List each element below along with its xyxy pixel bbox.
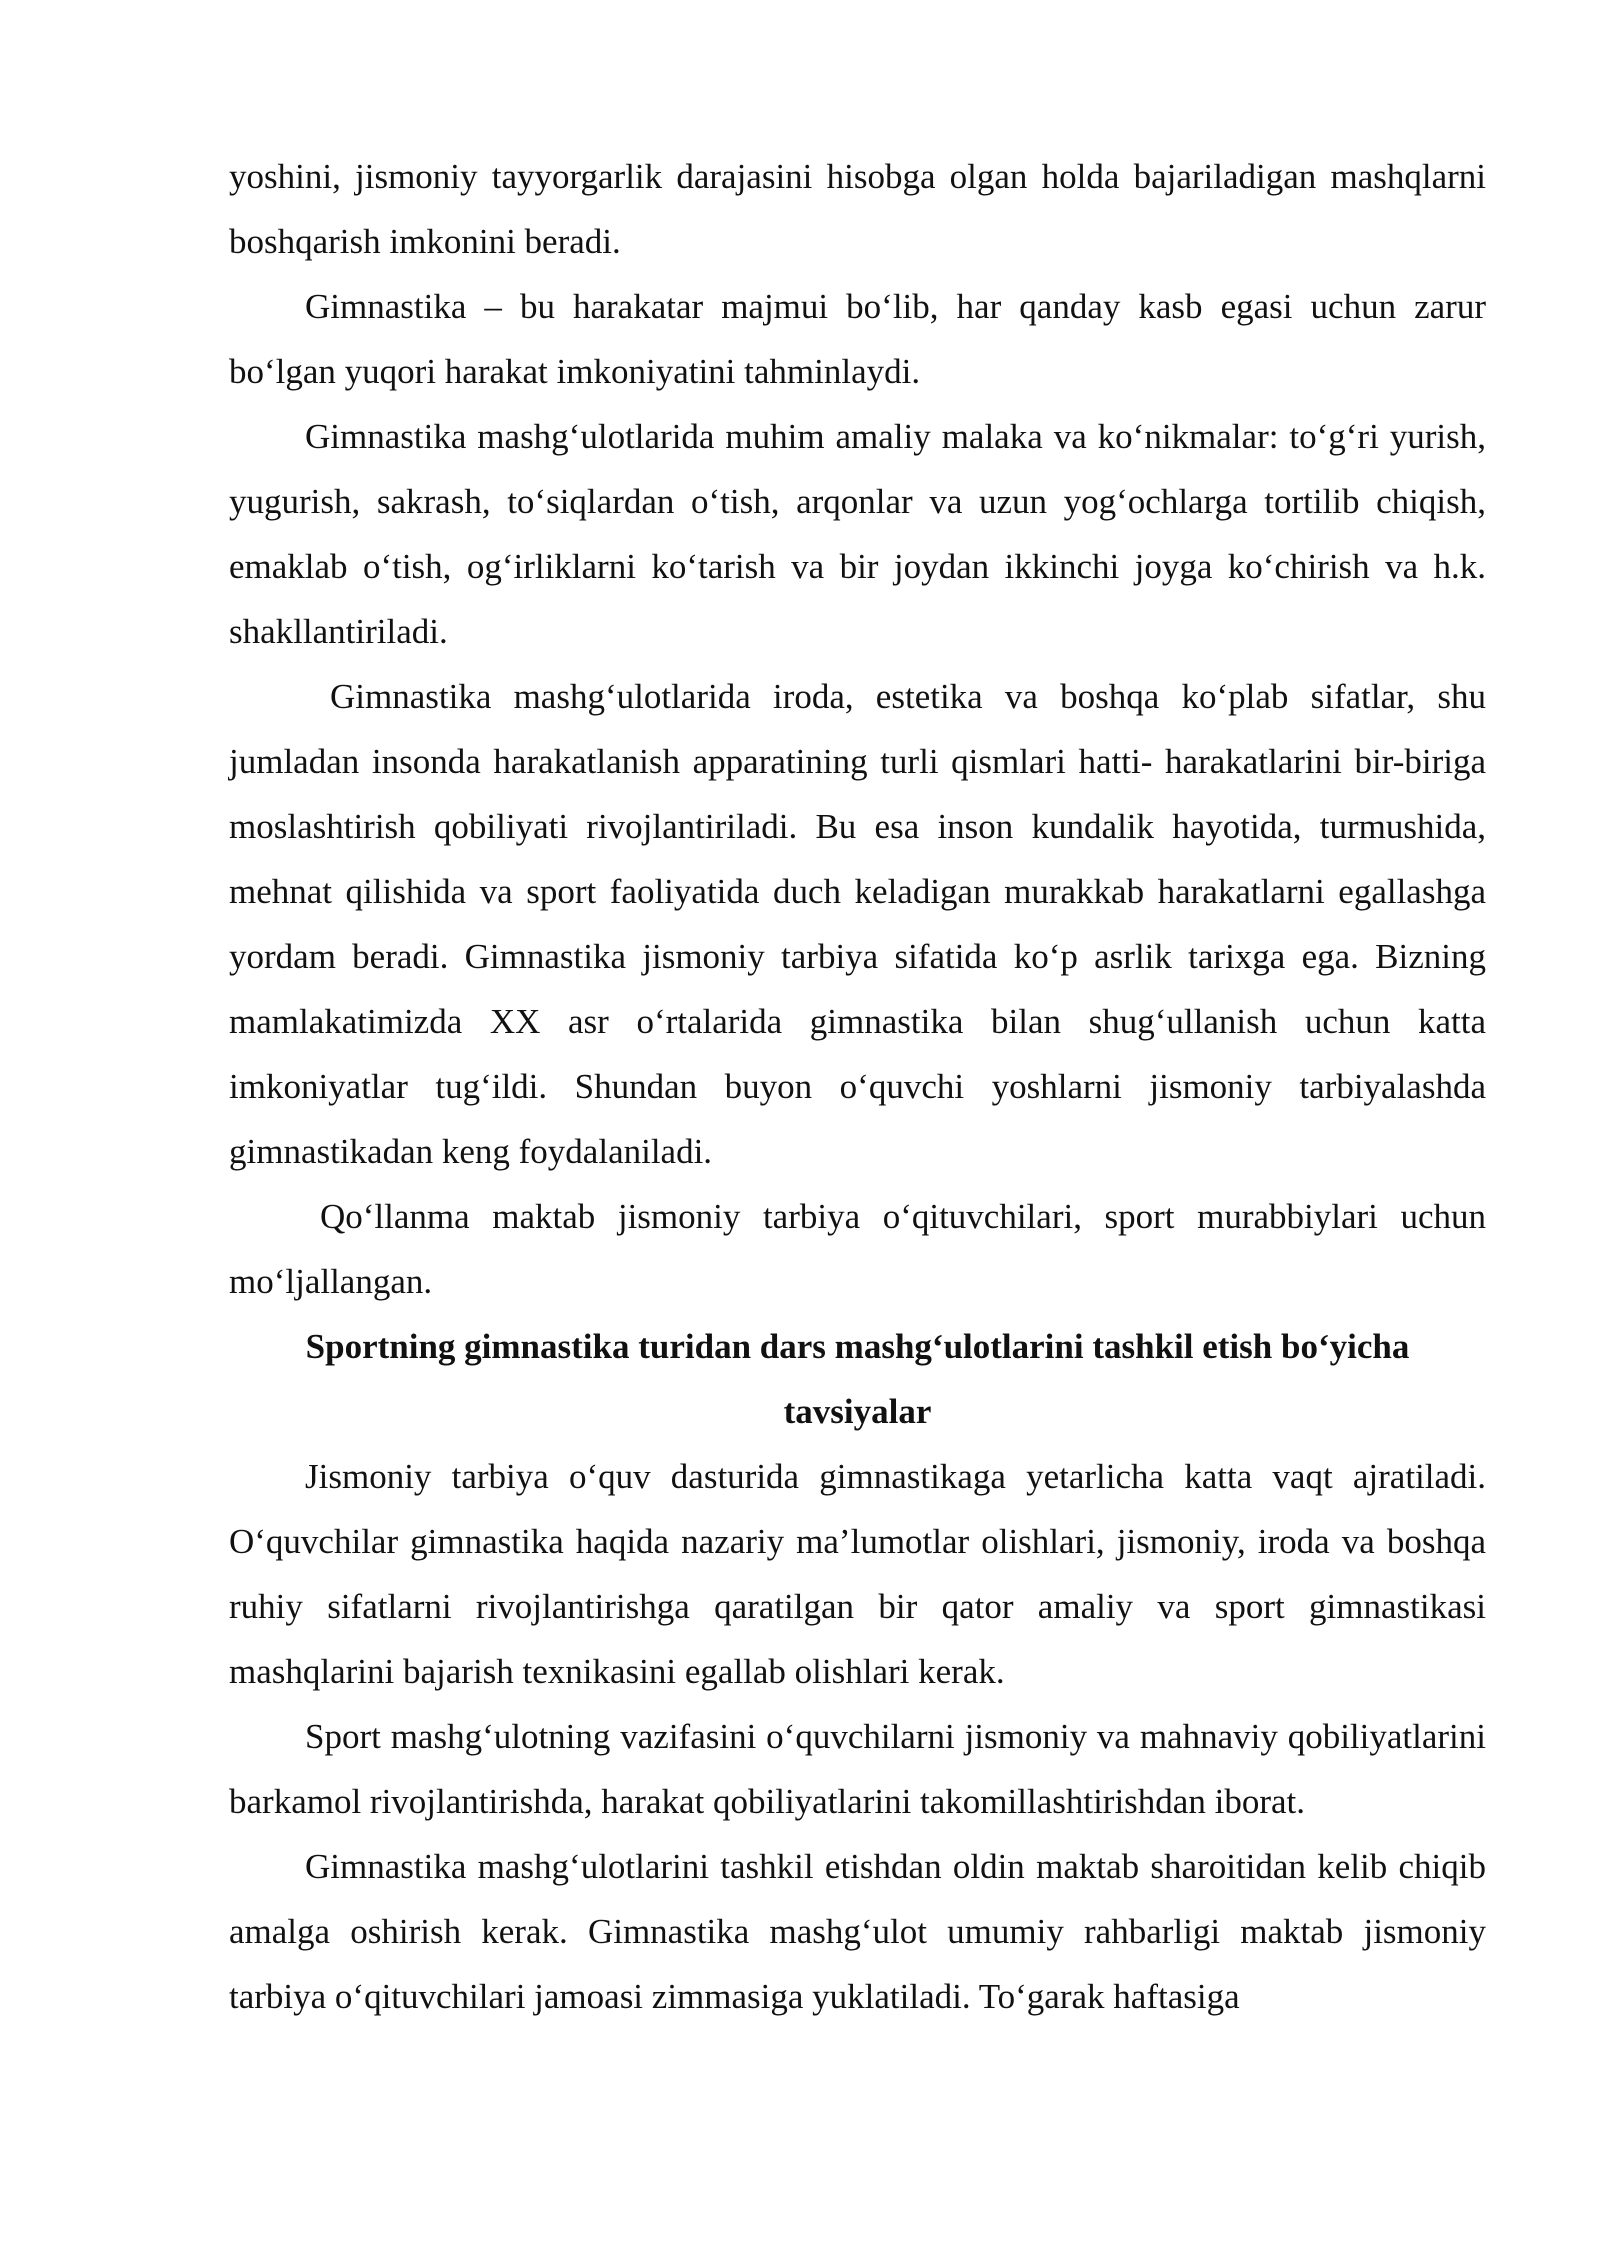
paragraph-organization: Gimnastika mashg‘ulotlarini tashkil etishdan oldin maktab sharoitidan kelib chiqib amalga oshirish kerak. Gimnastika mashg‘ulot umumiy rahbarligi maktab jismoniy tarbiya o‘qituvchilari jamoasi zimmasiga yuklatiladi. To‘garak haftasiga [229,1847,1486,2016]
paragraph-training-objective: Sport mashg‘ulotning vazifasini o‘quvchilarni jismoniy va mahnaviy qobiliyatlarini barkamol rivojlantirishda, harakat qobiliyatlarini takomillashtirishdan iborat. [229,1717,1486,1821]
paragraph-curriculum: Jismoniy tarbiya o‘quv dasturida gimnastikaga yetarlicha katta vaqt ajratiladi. O‘quvchilar gimnastika haqida nazariy ma’lumotlar olishlari, jismoniy, iroda va boshqa ruhiy sifatlarni rivojlantirishga qaratilgan bir qator amaliy va sport gimnastikasi mashqlarini bajarish texnikasini egallab olishlari kerak. [229,1457,1486,1691]
paragraph-audience: Qo‘llanma maktab jismoniy tarbiya o‘qituvchilari, sport murabbiylari uchun mo‘ljallangan. [229,1197,1486,1301]
paragraph-gymnastics-definition: Gimnastika – bu harakatar majmui bo‘lib, har qanday kasb egasi uchun zarur bo‘lgan yuqori harakat imkoniyatini tahminlaydi. [229,287,1486,391]
paragraph-qualities-history: Gimnastika mashg‘ulotlarida iroda, estetika va boshqa ko‘plab sifatlar, shu jumladan insonda harakatlanish apparatining turli qismlari hatti- harakatlarini bir-biriga moslashtirish qobiliyati rivojlantiriladi. Bu esa inson kundalik hayotida, turmushida, mehnat qilishida va sport faoliyatida duch keladigan murakkab harakatlarni egallashga yordam beradi. Gimnastika jismoniy tarbiya sifatida ko‘p asrlik tarixga ega. Bizning mamlakatimizda XX asr o‘rtalarida gimnastika bilan shug‘ullanish uchun katta imkoniyatlar tug‘ildi. Shundan buyon o‘quvchi yoshlarni jismoniy tarbiyalashda gimnastikadan keng foydalaniladi. [229,677,1486,1171]
section-heading: Sportning gimnastika turidan dars mashg‘ulotlarini tashkil etish bo‘yicha tavsiyalar [305,1327,1410,1431]
paragraph-continuation: yoshini, jismoniy tayyorgarlik darajasini hisobga olgan holda bajariladigan mashqlarni boshqarish imkonini beradi. [229,157,1486,261]
paragraph-practical-skills: Gimnastika mashg‘ulotlarida muhim amaliy malaka va ko‘nikmalar: to‘g‘ri yurish, yugurish, sakrash, to‘siqlardan o‘tish, arqonlar va uzun yog‘ochlarga tortilib chiqish, emaklab o‘tish, og‘irliklarni ko‘tarish va bir joydan ikkinchi joyga ko‘chirish va h.k. shakllantiriladi. [229,417,1486,651]
